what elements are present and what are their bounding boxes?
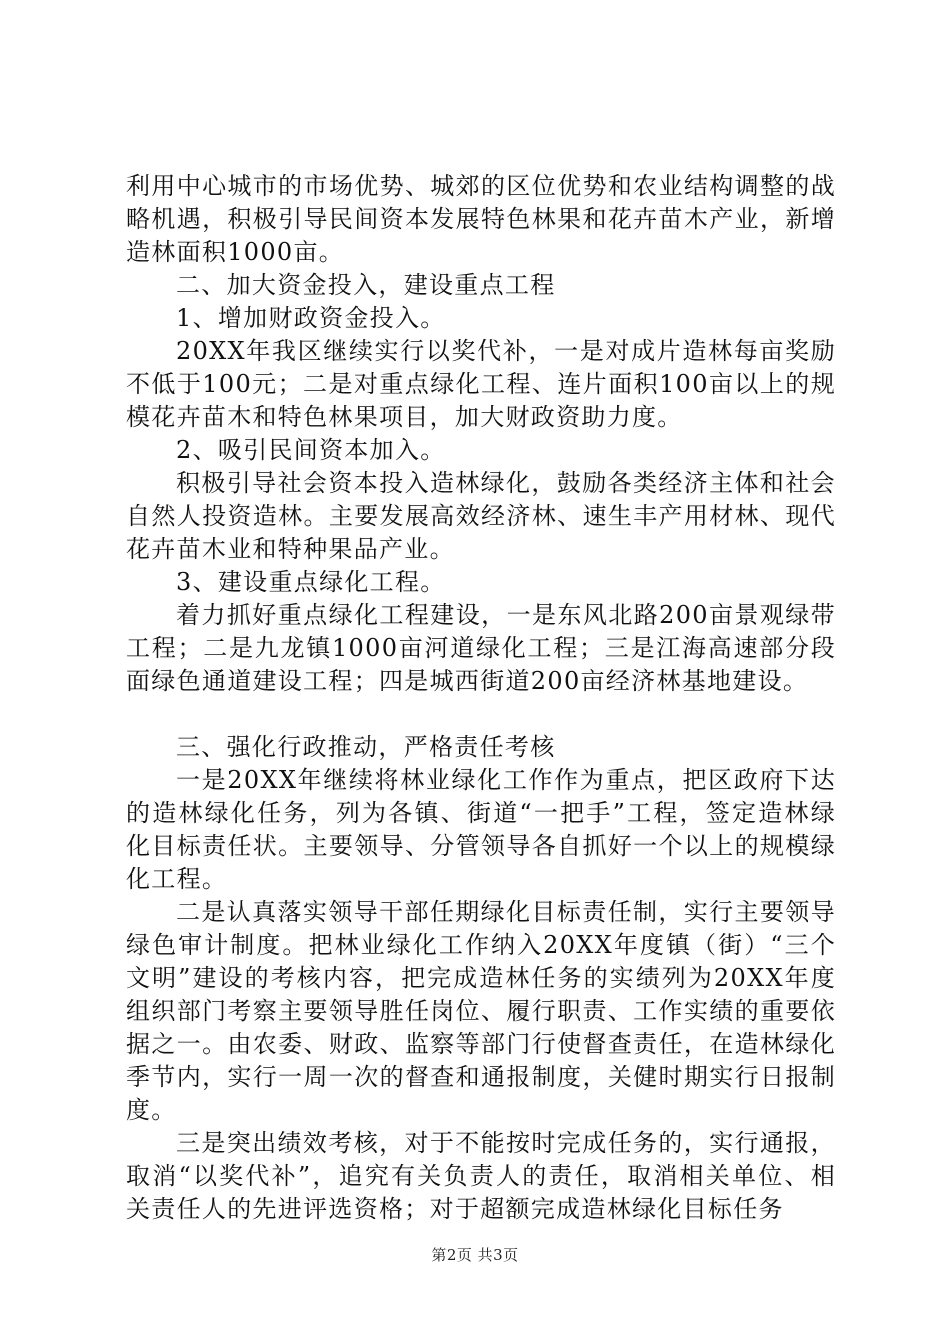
subsection-heading: 1、增加财政资金投入。 <box>176 304 446 332</box>
subsection-heading: 2、吸引民间资本加入。 <box>176 436 446 464</box>
section-heading: 二、加大资金投入，建设重点工程 <box>176 271 556 299</box>
body-paragraph: 着力抓好重点绿化工程建设，一是东风北路200亩景观绿带工程；二是九龙镇1000亩河道绿化工程；三是江海高速部分段面绿色通道建设工程；四是城西街道200亩经济林基地建设。 <box>126 601 836 695</box>
body-paragraph: 二是认真落实领导干部任期绿化目标责任制，实行主要领导绿色审计制度。把林业绿化工作纳入20XX年度镇（街）“三个文明”建设的考核内容，把完成造林任务的实绩列为20XX年度组织部门考察主要领导胜任岗位、履行职责、工作实绩的重要依据之一。由农委、财政、监察等部门行使督查责任，在造林绿化季节内，实行一周一次的督查和通报制度，关健时期实行日报制度。 <box>126 898 836 1124</box>
body-paragraph: 三是突出绩效考核，对于不能按时完成任务的，实行通报，取消“以奖代补”，追究有关负责人的责任，取消相关单位、相关责任人的先进评选资格；对于超额完成造林绿化目标任务 <box>126 1129 836 1223</box>
body-paragraph: 积极引导社会资本投入造林绿化，鼓励各类经济主体和社会自然人投资造林。主要发展高效经济林、速生丰产用材林、现代花卉苗木业和特种果品产业。 <box>126 469 836 563</box>
page-number-label: 第2页 共3页 <box>431 1246 519 1264</box>
paragraph-spacer <box>126 698 836 731</box>
body-paragraph: 20XX年我区继续实行以奖代补，一是对成片造林每亩奖励不低于100元；二是对重点绿化工程、连片面积100亩以上的规模花卉苗木和特色林果项目，加大财政资助力度。 <box>126 337 836 431</box>
subsection-heading: 3、建设重点绿化工程。 <box>176 568 446 596</box>
body-paragraph: 一是20XX年继续将林业绿化工作作为重点，把区政府下达的造林绿化任务，列为各镇、街道“一把手”工程，签定造林绿化目标责任状。主要领导、分管领导各自抓好一个以上的规模绿化工程。 <box>126 766 836 893</box>
body-paragraph: 利用中心城市的市场优势、城郊的区位优势和农业结构调整的战略机遇，积极引导民间资本发展特色林果和花卉苗木产业，新增造林面积1000亩。 <box>126 172 836 266</box>
page-footer <box>0 1244 950 1265</box>
section-heading: 三、强化行政推动，严格责任考核 <box>176 733 556 761</box>
document-body <box>126 170 836 1226</box>
